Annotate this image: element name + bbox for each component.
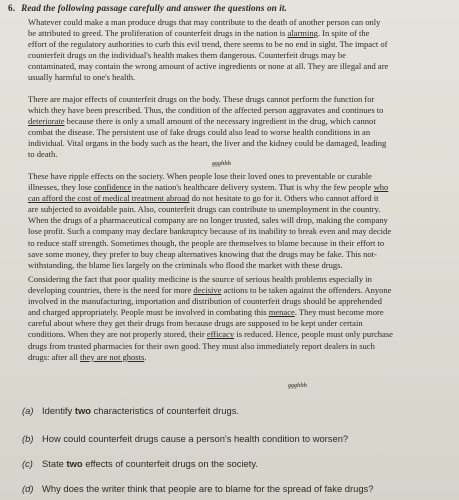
scribble-mark: ggghhh [288, 383, 308, 389]
line-text: withstanding, the blame lies largely on the criminals who flood the market with these drugs. [28, 259, 343, 270]
scribble-mark: ggghhh [212, 161, 232, 167]
line-text: to death. [28, 149, 58, 160]
underlined-word: who [373, 182, 389, 193]
passage-line [28, 215, 443, 226]
passage-line [28, 61, 443, 72]
line-text: involved in the manufacturing, importation and distribution of counterfeit drugs should be apprehended [28, 296, 382, 307]
line-text: developing countries, there is the need for more [28, 285, 194, 296]
passage-line [28, 204, 443, 215]
line-text: . In spite of the [317, 28, 370, 39]
passage-line [28, 138, 443, 149]
underlined-word: decisive [193, 285, 222, 296]
line-text: is reduced. Hence, people must only purchase [234, 329, 393, 340]
line-text: drugs: after all [28, 351, 80, 362]
passage-line [28, 127, 443, 138]
passage-line [28, 171, 443, 182]
passage-line [28, 238, 443, 249]
question-heading [8, 3, 287, 13]
underlined-word: efficacy [206, 329, 235, 340]
line-text: When the drugs of a pharmaceutical company are no longer trusted, sales will drop, making the company [28, 215, 388, 226]
underlined-word: can afford the cost of medical treatment abroad [28, 193, 190, 204]
heading-instruction-post: and answer the questions on it. [164, 3, 287, 13]
line-text: lose profit. Such a company may declare bankruptcy because of its inability to break even and may decide [28, 226, 392, 237]
passage-line [28, 39, 443, 50]
line-text: Whatever could make a man produce drugs that may contribute to the death of another person can only [28, 17, 381, 27]
line-text: There are major effects of counterfeit drugs on the body. These drugs cannot perform the function for [28, 94, 375, 104]
line-text: illnesses, they lose [28, 182, 94, 193]
heading-instruction-pre: Read the following passage [21, 3, 130, 13]
line-text: to reduce staff strength. Sometimes though, the people are themselves to blame because in their effort to [28, 237, 385, 248]
question-item: (d) Why does the writer think that people are to blame for the spread of fake drugs? [22, 483, 374, 494]
underlined-word: they are not ghosts [79, 351, 145, 362]
passage-paragraph-3 [28, 171, 443, 271]
passage-paragraph-4 [28, 274, 443, 363]
passage-line [28, 307, 443, 318]
underlined-word: deteriorate [28, 116, 65, 127]
question-item: (a) Identify two characteristics of counterfeit drugs. [22, 405, 239, 416]
question-label: (a) [22, 405, 34, 416]
line-text: do not hesitate to go for it. Others who cannot afford it [189, 193, 379, 204]
passage-line [28, 341, 443, 352]
passage-line [28, 329, 443, 340]
passage-line [28, 274, 443, 285]
line-text: are subjected to avoidable pain. Also, counterfeit drugs can contribute to unemployment in the country. [28, 204, 381, 215]
line-text: and charged appropriately. People must be involved in combating this [28, 307, 269, 318]
line-text: combat the disease. The persistent use of fake drugs could also lead to worse health conditions in an [28, 127, 371, 138]
line-text: . They must become more [294, 307, 384, 318]
passage-line [28, 193, 443, 204]
heading-instruction-emphasis: carefully [129, 3, 165, 13]
passage-line [28, 149, 443, 160]
underlined-word: alarming [287, 28, 318, 39]
passage-line [28, 28, 443, 39]
passage-line [28, 94, 443, 105]
line-text: individual. Vital organs in the body such as the heart, the liver and the kidney could be damaged, leading [28, 138, 387, 149]
passage-line [28, 72, 443, 83]
passage-line [28, 50, 443, 61]
passage-paragraph-1 [28, 17, 443, 84]
line-text: save some money, they prefer to buy cheap alternatives knowing that the drugs may be fake. This not- [28, 248, 377, 259]
passage-paragraph-2 [28, 94, 443, 161]
line-text: Considering the fact that poor quality medicine is the source of serious health problems especially in [28, 274, 372, 284]
passage-line [28, 296, 443, 307]
passage-line [28, 116, 443, 127]
line-text: in the nation's healthcare delivery system. That is why the few people [131, 182, 374, 193]
line-text: These have ripple effects on the society. When people lose their loved ones to preventable or curable [28, 171, 372, 181]
passage-line [28, 260, 443, 271]
line-text: counterfeit drugs on the individual's health makes them dangerous. Counterfeit drugs may be [28, 50, 346, 61]
passage-line [28, 105, 443, 116]
line-text: be attributed to greed. The proliferation of counterfeit drugs in the nation is [28, 28, 288, 39]
question-label: (c) [22, 458, 33, 469]
underlined-word: menace [268, 307, 295, 318]
line-text: contaminated, may contain the wrong amount of active ingredients or none at all. They are illegal and are [28, 61, 389, 72]
passage-line [28, 249, 443, 260]
passage-line [28, 226, 443, 237]
line-text: . [144, 351, 147, 362]
passage-line [28, 318, 443, 329]
line-text: drugs from trusted pharmacies for their own good. They must also immediately report dealers in such [28, 340, 375, 351]
line-text: careful about where they get their drugs from because drugs are supposed to be kept under certain [28, 318, 363, 329]
question-item: (c) State two effects of counterfeit drugs on the society. [22, 458, 258, 469]
question-number: 6. [8, 3, 16, 13]
line-text: usually harmful to one's health. [28, 72, 136, 83]
passage-line [28, 285, 443, 296]
line-text: conditions. When they are not properly stored, their [28, 329, 207, 340]
line-text: effort of the regulatory authorities to curb this evil trend, there seems to be no end in sight. The impact of [28, 39, 388, 50]
question-label: (d) [22, 483, 34, 494]
question-item: (b) How could counterfeit drugs cause a person's health condition to worsen? [22, 433, 349, 444]
passage-line [28, 352, 443, 363]
underlined-word: confidence [94, 182, 132, 193]
passage-line [28, 17, 443, 28]
passage-line [28, 182, 443, 193]
question-label: (b) [22, 433, 34, 444]
line-text: actions to be taken against the offenders. Anyone [221, 285, 392, 296]
line-text: which they have been prescribed. Thus, the condition of the affected person aggravates and continues to [28, 105, 384, 116]
line-text: because there is only a small amount of the necessary ingredient in the drug, which cannot [64, 116, 376, 127]
